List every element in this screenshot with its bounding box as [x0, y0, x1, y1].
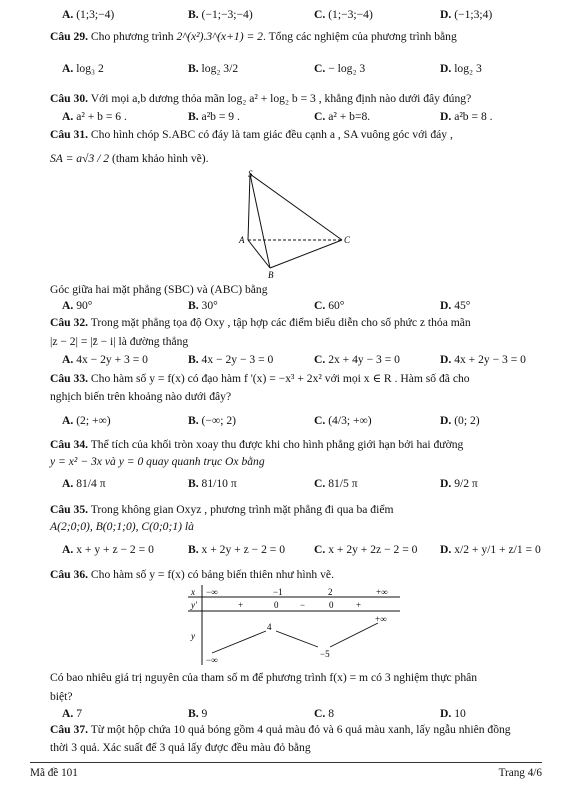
q31-opt-a: 90°: [76, 299, 93, 312]
q35-stem: [50, 503, 393, 517]
q31-question: Góc giữa hai mặt phẳng (SBC) và (ABC) bằng: [50, 283, 268, 296]
variation-table: [188, 585, 400, 665]
q28-opt-d: (−1;3;4): [454, 8, 493, 21]
label-b: B: [268, 270, 274, 280]
q31-opt-d: 45°: [454, 299, 471, 312]
q35-text1: Trong không gian Oxyz , phương trình mặt phẳng đi qua ba điểm: [90, 503, 394, 516]
opt-letter-b: B.: [188, 477, 199, 490]
q28-opt-b: (−1;−3;−4): [201, 8, 253, 21]
q31-label: Câu 31.: [50, 128, 89, 141]
opt-letter-d: D.: [440, 543, 452, 556]
q29-opt-b: log₂ 3/2: [201, 62, 239, 75]
opt-letter-d: D.: [440, 707, 452, 720]
q32-opt-b: 4x − 2y − 3 = 0: [201, 353, 274, 366]
q32-stem: [50, 316, 471, 330]
q35-opt-a: x + y + z − 2 = 0: [76, 543, 154, 556]
vt-y-3: +∞: [375, 614, 387, 624]
opt-letter-a: A.: [62, 707, 74, 720]
q31-stem: [50, 128, 453, 142]
q31-opt-c: 60°: [328, 299, 345, 312]
opt-letter-a: A.: [62, 353, 74, 366]
vt-x-0: −∞: [206, 587, 218, 597]
opt-letter-b: B.: [188, 62, 199, 75]
q32-opt-a: 4x − 2y + 3 = 0: [76, 353, 148, 366]
q31-stem-2: [50, 152, 209, 166]
q30-opt-c: a² + b=8.: [328, 110, 371, 123]
q28-opt-c: (1;−3;−4): [328, 8, 373, 21]
q36-stem: [50, 568, 334, 582]
vt-sign-3: 0: [329, 600, 334, 610]
q37-stem: [50, 723, 511, 737]
q29-opt-d: log₂ 3: [454, 62, 482, 75]
q36-text2: Có bao nhiêu giá trị nguyên của tham số m để phương trình f(x) = m có 3 nghiệm thực phân: [50, 671, 478, 684]
opt-letter-c: C.: [314, 353, 326, 366]
q35-opt-c: x + 2y + 2z − 2 = 0: [328, 543, 418, 556]
opt-letter-b: B.: [188, 543, 199, 556]
vt-x-2: 2: [328, 587, 333, 597]
opt-letter-c: C.: [314, 707, 326, 720]
q29-stem: [50, 30, 457, 44]
opt-letter-c: C.: [314, 62, 326, 75]
q29-text-post: . Tổng các nghiệm của phương trình bằng: [262, 30, 457, 43]
q33-opt-d: (0; 2): [454, 414, 480, 427]
opt-letter-b: B.: [188, 8, 199, 21]
opt-letter-b: B.: [188, 353, 199, 366]
q28-opt-a: (1;3;−4): [76, 8, 115, 21]
q36-opt-c: 8: [328, 707, 334, 720]
q30-stem: [50, 92, 471, 106]
opt-letter-c: C.: [314, 8, 326, 21]
q36-opt-a: 7: [76, 707, 82, 720]
q34-text2: y = x² − 3x và y = 0 quay quanh trục Ox bằng: [50, 455, 265, 468]
opt-letter-c: C.: [314, 110, 326, 123]
q35-label: Câu 35.: [50, 503, 89, 516]
q34-opt-d: 9/2 π: [454, 477, 478, 490]
q34-opt-a: 81/4 π: [76, 477, 106, 490]
vt-y-1: 4: [267, 622, 272, 632]
opt-letter-a: A.: [62, 110, 74, 123]
opt-letter-a: A.: [62, 299, 74, 312]
opt-letter-c: C.: [314, 299, 326, 312]
q29-equation: 2^(x²).3^(x+1) = 2: [176, 30, 263, 43]
vt-x-1: −1: [273, 587, 283, 597]
q30-label: Câu 30.: [50, 92, 89, 105]
opt-letter-a: A.: [62, 543, 74, 556]
q32-opt-c: 2x + 4y − 3 = 0: [328, 353, 400, 366]
q32-label: Câu 32.: [50, 316, 89, 329]
vt-x-3: +∞: [376, 587, 388, 597]
q32-opt-d: 4x + 2y − 3 = 0: [454, 353, 526, 366]
q34-stem: [50, 438, 463, 452]
label-a: A: [239, 235, 245, 245]
q33-stem: [50, 372, 470, 386]
q32-text2: |z − 2| = |z̄ − i| là đường thẳng: [50, 335, 189, 348]
opt-letter-a: A.: [62, 414, 74, 427]
q33-label: Câu 33.: [50, 372, 89, 385]
pyramid-figure: [230, 170, 360, 280]
q33-text1: Cho hàm số y = f(x) có đạo hàm f '(x) = −x³ + 2x² với mọi x ∈ R . Hàm số đã cho: [90, 372, 470, 385]
vt-sign-1: 0: [274, 600, 279, 610]
opt-letter-d: D.: [440, 353, 452, 366]
q37-label: Câu 37.: [50, 723, 89, 736]
q34-label: Câu 34.: [50, 438, 89, 451]
q37-text2: thời 3 quả. Xác suất để 3 quả lấy được đều màu đỏ bằng: [50, 741, 311, 754]
opt-letter-b: B.: [188, 110, 199, 123]
q31-text1: Cho hình chóp S.ABC có đáy là tam giác đều cạnh a , SA vuông góc với đáy ,: [90, 128, 453, 141]
opt-letter-d: D.: [440, 414, 452, 427]
q31-text2: (tham khảo hình vẽ).: [111, 152, 209, 165]
q37-text1: Từ một hộp chứa 10 quả bóng gồm 4 quả màu đỏ và 6 quả màu xanh, lấy ngẫu nhiên đồng: [90, 723, 511, 736]
opt-letter-d: D.: [440, 8, 452, 21]
vt-y-2: −5: [320, 649, 330, 659]
q35-opt-b: x + 2y + z − 2 = 0: [201, 543, 286, 556]
opt-letter-c: C.: [314, 414, 326, 427]
vt-yp-label: y': [191, 600, 197, 610]
vt-sign-0: +: [238, 600, 244, 610]
page-number: Trang 4/6: [498, 767, 542, 779]
opt-letter-d: D.: [440, 299, 452, 312]
opt-letter-d: D.: [440, 62, 452, 75]
exam-code: Mã đề 101: [30, 767, 78, 779]
opt-letter-c: C.: [314, 543, 326, 556]
q29-opt-a: log₃ 2: [76, 62, 104, 75]
q31-opt-b: 30°: [201, 299, 218, 312]
q29-label: Câu 29.: [50, 30, 89, 43]
opt-letter-c: C.: [314, 477, 326, 490]
q33-opt-c: (4/3; +∞): [328, 414, 372, 427]
q36-opt-d: 10: [454, 707, 466, 720]
q32-text1: Trong mặt phẳng tọa độ Oxy , tập hợp các điểm biểu diễn cho số phức z thỏa mãn: [90, 316, 471, 329]
q30-text: Với mọi a,b dương thỏa mãn log₂ a² + log₂ b = 3 , khẳng định nào dưới đây đúng?: [90, 92, 472, 105]
opt-letter-a: A.: [62, 62, 74, 75]
q30-opt-a: a² + b = 6 .: [76, 110, 127, 123]
vt-y-0: −∞: [206, 655, 218, 665]
vt-y-label: y: [191, 631, 195, 641]
opt-letter-b: B.: [188, 414, 199, 427]
q33-opt-b: (−∞; 2): [201, 414, 236, 427]
q34-opt-c: 81/5 π: [328, 477, 358, 490]
q34-text1: Thể tích của khối tròn xoay thu được khi cho hình phẳng giới hạn bởi hai đường: [90, 438, 464, 451]
q36-opt-b: 9: [201, 707, 208, 720]
vt-x-label: x: [191, 587, 195, 597]
page-footer: [30, 762, 542, 779]
opt-letter-a: A.: [62, 477, 74, 490]
label-s: S: [248, 170, 253, 179]
q35-opt-d: x/2 + y/1 + z/1 = 0: [454, 543, 541, 556]
opt-letter-d: D.: [440, 477, 452, 490]
q31-sa: SA = a√3 / 2: [50, 152, 110, 165]
q29-text-pre: Cho phương trình: [90, 30, 174, 43]
q36-text: Cho hàm số y = f(x) có bảng biến thiên như hình vẽ.: [90, 568, 334, 581]
q33-opt-a: (2; +∞): [76, 414, 111, 427]
vt-sign-4: +: [356, 600, 362, 610]
opt-letter-b: B.: [188, 707, 199, 720]
q29-opt-c: − log₂ 3: [328, 62, 366, 75]
opt-letter-b: B.: [188, 299, 199, 312]
q30-opt-d: a²b = 8 .: [454, 110, 493, 123]
q35-text2: A(2;0;0), B(0;1;0), C(0;0;1) là: [50, 520, 194, 533]
vt-sign-2: −: [300, 600, 306, 610]
q33-text2: nghịch biến trên khoảng nào dưới đây?: [50, 390, 232, 403]
q30-opt-b: a²b = 9 .: [201, 110, 240, 123]
label-c: C: [344, 235, 351, 245]
q34-opt-b: 81/10 π: [201, 477, 237, 490]
q36-text3: biệt?: [50, 690, 73, 703]
opt-letter-a: A.: [62, 8, 74, 21]
opt-letter-d: D.: [440, 110, 452, 123]
q36-label: Câu 36.: [50, 568, 89, 581]
